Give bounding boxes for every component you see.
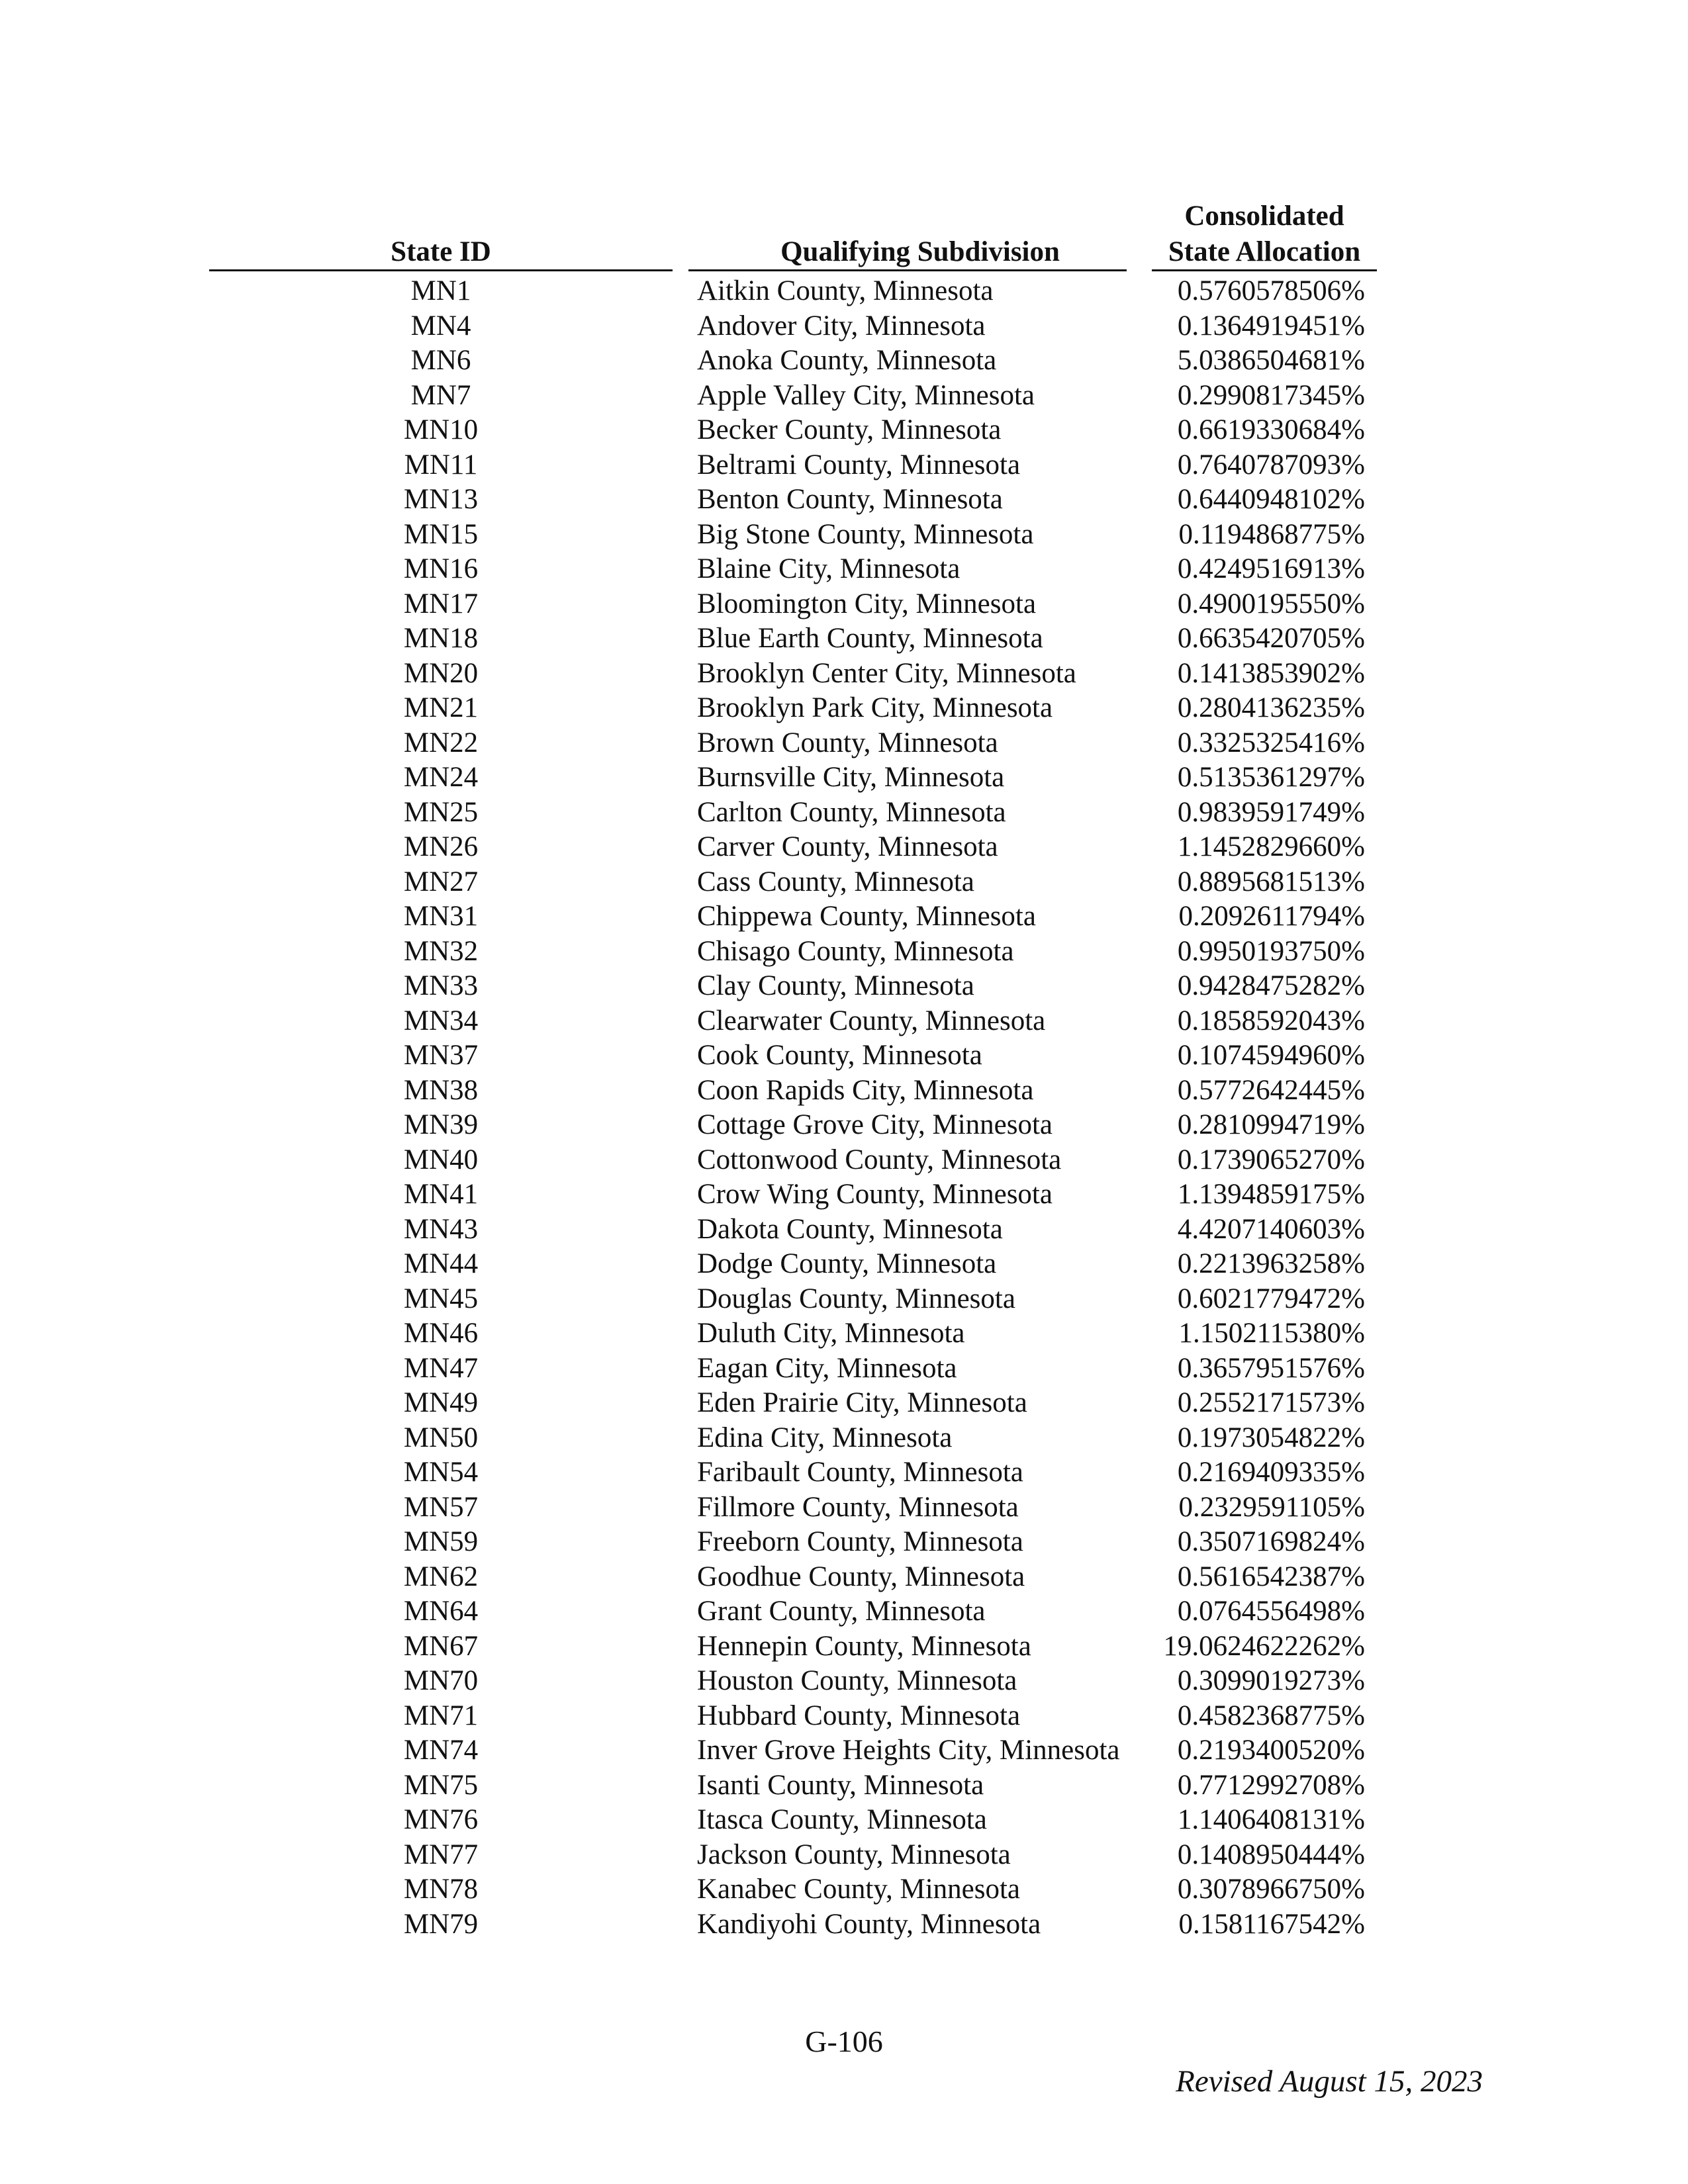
allocation-cell: 0.2213963258% [1177, 1248, 1365, 1279]
subdivision-cell: Aitkin County, Minnesota [697, 275, 994, 306]
state-id-cell: MN40 [403, 1144, 479, 1175]
state-id-cell: MN13 [403, 484, 479, 515]
allocation-cell: 0.2092611794% [1178, 901, 1365, 932]
table-row [0, 865, 1688, 900]
state-id-cell: MN47 [403, 1352, 479, 1384]
table-row [0, 1004, 1688, 1039]
table-row [0, 1629, 1688, 1664]
table-row [0, 518, 1688, 553]
state-id-cell: MN46 [403, 1318, 479, 1349]
table-row [0, 1421, 1688, 1456]
state-id-cell: MN70 [403, 1665, 479, 1696]
table-row [0, 1699, 1688, 1734]
header-consolidated-state-allocation [1152, 199, 1377, 270]
subdivision-cell: Clay County, Minnesota [697, 970, 974, 1001]
allocation-cell: 4.4207140603% [1177, 1213, 1365, 1245]
table-row [0, 1803, 1688, 1838]
allocation-cell: 0.7640787093% [1177, 449, 1365, 480]
subdivision-cell: Kandiyohi County, Minnesota [697, 1908, 1041, 1940]
subdivision-cell: Goodhue County, Minnesota [697, 1561, 1025, 1592]
table-row [0, 1247, 1688, 1282]
table-row [0, 969, 1688, 1004]
table-row [0, 1455, 1688, 1490]
table-row [0, 1386, 1688, 1421]
state-id-cell: MN38 [403, 1074, 479, 1106]
allocation-cell: 0.1973054822% [1177, 1422, 1365, 1453]
allocation-cell: 0.9950193750% [1177, 935, 1365, 967]
subdivision-cell: Clearwater County, Minnesota [697, 1005, 1046, 1036]
allocation-cell: 0.3325325416% [1177, 727, 1365, 758]
subdivision-cell: Faribault County, Minnesota [697, 1457, 1023, 1488]
allocation-cell: 0.2990817345% [1177, 379, 1365, 411]
state-id-cell: MN71 [403, 1700, 479, 1731]
subdivision-cell: Big Stone County, Minnesota [697, 518, 1034, 550]
allocation-cell: 0.2552171573% [1177, 1387, 1365, 1418]
state-id-cell: MN64 [403, 1596, 479, 1627]
subdivision-cell: Isanti County, Minnesota [697, 1769, 984, 1801]
state-id-cell: MN6 [410, 345, 471, 376]
allocation-cell: 0.8895681513% [1177, 866, 1365, 897]
state-id-cell: MN76 [403, 1804, 479, 1835]
header-rule-state-id [209, 269, 673, 271]
header-state-id: State ID [391, 236, 491, 267]
subdivision-cell: Apple Valley City, Minnesota [697, 379, 1035, 411]
allocation-cell: 0.3099019273% [1177, 1665, 1365, 1696]
allocation-cell: 0.9839591749% [1177, 796, 1365, 828]
state-id-cell: MN75 [403, 1769, 479, 1801]
table-row [0, 379, 1688, 414]
subdivision-cell: Andover City, Minnesota [697, 310, 986, 341]
state-id-cell: MN31 [403, 901, 479, 932]
allocation-cell: 0.5616542387% [1177, 1561, 1365, 1592]
allocation-cell: 1.1406408131% [1177, 1804, 1365, 1835]
allocation-cell: 0.2193400520% [1177, 1735, 1365, 1766]
state-id-cell: MN77 [403, 1839, 479, 1870]
subdivision-cell: Kanabec County, Minnesota [697, 1874, 1021, 1905]
subdivision-cell: Freeborn County, Minnesota [697, 1526, 1023, 1557]
table-row [0, 1872, 1688, 1907]
subdivision-cell: Eden Prairie City, Minnesota [697, 1387, 1027, 1418]
allocation-cell: 0.2810994719% [1177, 1109, 1365, 1140]
table-row [0, 830, 1688, 865]
allocation-cell: 0.1858592043% [1177, 1005, 1365, 1036]
state-id-cell: MN43 [403, 1213, 479, 1245]
state-id-cell: MN11 [404, 449, 478, 480]
state-id-cell: MN33 [403, 970, 479, 1001]
subdivision-cell: Eagan City, Minnesota [697, 1352, 957, 1384]
table-row [0, 934, 1688, 970]
allocation-cell: 0.2329591105% [1178, 1491, 1365, 1523]
allocation-cell: 0.6440948102% [1177, 484, 1365, 515]
allocation-cell: 0.3078966750% [1177, 1874, 1365, 1905]
table-row [0, 1594, 1688, 1629]
allocation-cell: 0.1364919451% [1177, 310, 1365, 341]
allocation-cell: 5.0386504681% [1177, 345, 1365, 376]
allocation-cell: 0.2804136235% [1177, 692, 1365, 723]
allocation-cell: 0.9428475282% [1177, 970, 1365, 1001]
state-id-cell: MN26 [403, 831, 479, 862]
table-row [0, 1560, 1688, 1595]
subdivision-cell: Hennepin County, Minnesota [697, 1630, 1031, 1662]
subdivision-cell: Grant County, Minnesota [697, 1596, 986, 1627]
subdivision-cell: Coon Rapids City, Minnesota [697, 1074, 1034, 1106]
table-row [0, 1907, 1688, 1942]
allocation-cell: 0.1408950444% [1177, 1839, 1365, 1870]
table-row [0, 1664, 1688, 1699]
subdivision-cell: Blue Earth County, Minnesota [697, 623, 1043, 654]
allocation-cell: 0.2169409335% [1177, 1457, 1365, 1488]
subdivision-cell: Chippewa County, Minnesota [697, 901, 1036, 932]
table-row [0, 760, 1688, 796]
subdivision-cell: Cottonwood County, Minnesota [697, 1144, 1062, 1175]
state-id-cell: MN10 [403, 414, 479, 445]
state-id-cell: MN37 [403, 1040, 479, 1071]
subdivision-cell: Beltrami County, Minnesota [697, 449, 1021, 480]
state-id-cell: MN54 [403, 1457, 479, 1488]
subdivision-cell: Cass County, Minnesota [697, 866, 974, 897]
table-row [0, 899, 1688, 934]
table-row [0, 1733, 1688, 1768]
state-id-cell: MN57 [403, 1491, 479, 1523]
allocation-cell: 0.1194868775% [1178, 518, 1365, 550]
state-id-cell: MN44 [403, 1248, 479, 1279]
subdivision-cell: Dodge County, Minnesota [697, 1248, 997, 1279]
subdivision-cell: Carver County, Minnesota [697, 831, 998, 862]
state-id-cell: MN49 [403, 1387, 479, 1418]
allocation-table-body [0, 274, 1688, 1942]
header-rule-allocation [1152, 269, 1377, 271]
state-id-cell: MN45 [403, 1283, 479, 1314]
subdivision-cell: Anoka County, Minnesota [697, 345, 997, 376]
subdivision-cell: Jackson County, Minnesota [697, 1839, 1011, 1870]
table-row [0, 587, 1688, 622]
table-row [0, 796, 1688, 831]
state-id-cell: MN22 [403, 727, 479, 758]
allocation-cell: 0.1074594960% [1177, 1040, 1365, 1071]
state-id-cell: MN59 [403, 1526, 479, 1557]
subdivision-cell: Brooklyn Center City, Minnesota [697, 657, 1076, 689]
state-id-cell: MN50 [403, 1422, 479, 1453]
state-id-cell: MN39 [403, 1109, 479, 1140]
table-row [0, 552, 1688, 587]
state-id-cell: MN41 [403, 1179, 479, 1210]
allocation-cell: 0.4249516913% [1177, 553, 1365, 584]
allocation-cell: 0.1739065270% [1177, 1144, 1365, 1175]
subdivision-cell: Bloomington City, Minnesota [697, 588, 1037, 619]
table-row [0, 343, 1688, 379]
allocation-cell: 1.1502115380% [1178, 1318, 1365, 1349]
table-row [0, 1143, 1688, 1178]
table-row [0, 482, 1688, 518]
subdivision-cell: Dakota County, Minnesota [697, 1213, 1003, 1245]
header-allocation-line2: State Allocation [1168, 236, 1361, 267]
revised-date: Revised August 15, 2023 [1176, 2064, 1483, 2099]
table-row [0, 621, 1688, 657]
table-row [0, 1108, 1688, 1143]
state-id-cell: MN27 [403, 866, 479, 897]
subdivision-cell: Itasca County, Minnesota [697, 1804, 987, 1835]
subdivision-cell: Carlton County, Minnesota [697, 796, 1006, 828]
table-row [0, 1316, 1688, 1351]
subdivision-cell: Duluth City, Minnesota [697, 1318, 965, 1349]
allocation-cell: 0.6021779472% [1177, 1283, 1365, 1314]
header-rule-subdivision [688, 269, 1127, 271]
table-row [0, 413, 1688, 448]
subdivision-cell: Inver Grove Heights City, Minnesota [697, 1735, 1120, 1766]
header-qualifying-subdivision: Qualifying Subdivision [780, 236, 1060, 267]
state-id-cell: MN21 [403, 692, 479, 723]
subdivision-cell: Fillmore County, Minnesota [697, 1491, 1019, 1523]
allocation-cell: 0.3657951576% [1177, 1352, 1365, 1384]
table-row [0, 1212, 1688, 1248]
state-id-cell: MN7 [410, 379, 471, 411]
state-id-cell: MN17 [403, 588, 479, 619]
table-row [0, 1282, 1688, 1317]
allocation-cell: 0.1581167542% [1178, 1908, 1365, 1940]
table-row [0, 1490, 1688, 1525]
subdivision-cell: Cottage Grove City, Minnesota [697, 1109, 1053, 1140]
allocation-cell: 0.1413853902% [1177, 657, 1365, 689]
table-row [0, 1073, 1688, 1109]
state-id-cell: MN1 [410, 275, 471, 306]
subdivision-cell: Douglas County, Minnesota [697, 1283, 1015, 1314]
subdivision-cell: Blaine City, Minnesota [697, 553, 961, 584]
table-row [0, 1351, 1688, 1387]
allocation-cell: 0.6619330684% [1177, 414, 1365, 445]
subdivision-cell: Edina City, Minnesota [697, 1422, 953, 1453]
table-row [0, 309, 1688, 344]
state-id-cell: MN67 [403, 1630, 479, 1662]
table-row [0, 448, 1688, 483]
subdivision-cell: Chisago County, Minnesota [697, 935, 1014, 967]
table-row [0, 1768, 1688, 1803]
allocation-cell: 0.5760578506% [1177, 275, 1365, 306]
allocation-cell: 0.0764556498% [1177, 1596, 1365, 1627]
state-id-cell: MN78 [403, 1874, 479, 1905]
allocation-cell: 0.4582368775% [1177, 1700, 1365, 1731]
state-id-cell: MN79 [403, 1908, 479, 1940]
table-row [0, 1038, 1688, 1073]
state-id-cell: MN74 [403, 1735, 479, 1766]
table-row [0, 657, 1688, 692]
state-id-cell: MN16 [403, 553, 479, 584]
allocation-cell: 0.4900195550% [1177, 588, 1365, 619]
subdivision-cell: Houston County, Minnesota [697, 1665, 1017, 1696]
table-row [0, 726, 1688, 761]
allocation-cell: 1.1452829660% [1177, 831, 1365, 862]
table-row [0, 274, 1688, 309]
allocation-cell: 1.1394859175% [1177, 1179, 1365, 1210]
allocation-cell: 19.0624622262% [1163, 1630, 1365, 1662]
state-id-cell: MN62 [403, 1561, 479, 1592]
subdivision-cell: Burnsville City, Minnesota [697, 762, 1005, 793]
subdivision-cell: Hubbard County, Minnesota [697, 1700, 1021, 1731]
state-id-cell: MN24 [403, 762, 479, 793]
allocation-cell: 0.5772642445% [1177, 1074, 1365, 1106]
table-row [0, 1838, 1688, 1873]
subdivision-cell: Becker County, Minnesota [697, 414, 1002, 445]
state-id-cell: MN34 [403, 1005, 479, 1036]
state-id-cell: MN25 [403, 796, 479, 828]
subdivision-cell: Crow Wing County, Minnesota [697, 1179, 1053, 1210]
subdivision-cell: Brown County, Minnesota [697, 727, 998, 758]
state-id-cell: MN15 [403, 518, 479, 550]
state-id-cell: MN4 [410, 310, 471, 341]
subdivision-cell: Brooklyn Park City, Minnesota [697, 692, 1053, 723]
table-row [0, 1525, 1688, 1560]
state-id-cell: MN20 [403, 657, 479, 689]
allocation-cell: 0.6635420705% [1177, 623, 1365, 654]
subdivision-cell: Benton County, Minnesota [697, 484, 1003, 515]
allocation-cell: 0.5135361297% [1177, 762, 1365, 793]
subdivision-cell: Cook County, Minnesota [697, 1040, 982, 1071]
header-allocation-line1: Consolidated [1184, 201, 1344, 232]
page-number: G-106 [805, 2025, 883, 2058]
state-id-cell: MN32 [403, 935, 479, 967]
allocation-cell: 0.7712992708% [1177, 1769, 1365, 1801]
table-row [0, 691, 1688, 726]
state-id-cell: MN18 [403, 623, 479, 654]
table-row [0, 1177, 1688, 1212]
allocation-cell: 0.3507169824% [1177, 1526, 1365, 1557]
